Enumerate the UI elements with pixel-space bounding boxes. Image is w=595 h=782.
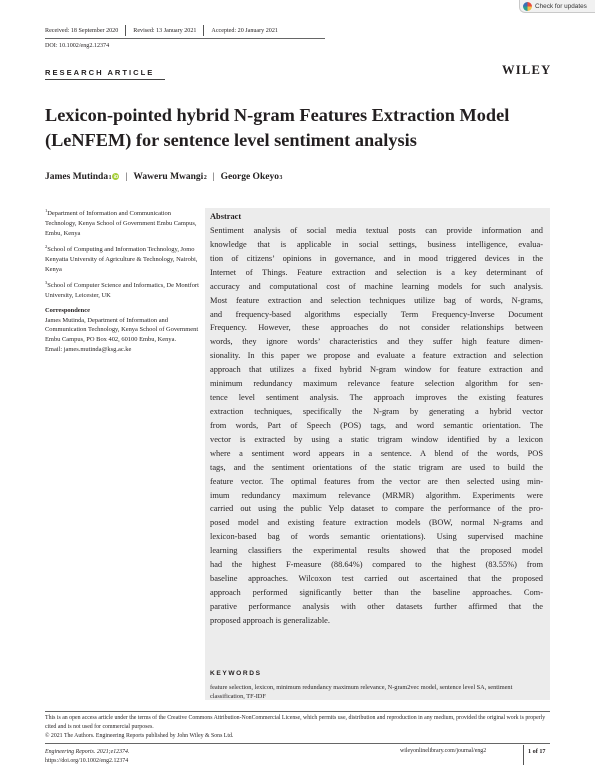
abstract-line: tags, and the sentiment orientations of the static trigram are used to build the bbox=[210, 462, 543, 472]
abstract-line: approach performed significantly better than the baseline approaches. Com- bbox=[210, 587, 543, 597]
doi: DOI: 10.1002/eng2.12374 bbox=[45, 43, 110, 49]
abstract-heading: Abstract bbox=[210, 212, 242, 221]
license-text: This is an open access article under the terms of the Creative Commons Attribution-NonCommercial License, which permits use, distribution and reproduction in any medium, provided the original work is properly cited and is not used for commercial purposes. bbox=[45, 715, 546, 731]
section-rule bbox=[45, 79, 165, 80]
received-date: Received: 18 September 2020 bbox=[45, 27, 119, 34]
crossmark-icon bbox=[523, 2, 532, 11]
revised-date: Revised: 13 January 2021 bbox=[133, 27, 197, 34]
abstract-line: sionality. In this paper we propose and evaluate a feature extraction and selection bbox=[210, 351, 543, 361]
page-number: 1 of 17 bbox=[528, 748, 546, 755]
abstract-line: where a sentiment word appears in a sentence. A blend of the words, POS bbox=[210, 448, 543, 458]
author-sup: 3 bbox=[279, 175, 283, 181]
abstract-line: Most feature extraction and selection techniques utilize bag of words, N-grams, bbox=[210, 295, 543, 305]
accepted-date: Accepted: 20 January 2021 bbox=[211, 27, 278, 34]
divider bbox=[203, 25, 204, 36]
affiliation bbox=[45, 278, 200, 301]
abstract-line: Internet of Things. Feature extraction and selection is a key determinant of bbox=[210, 267, 543, 277]
copyright-text: © 2021 The Authors. Engineering Reports published by John Wiley & Sons Ltd. bbox=[45, 733, 234, 740]
correspondence-heading: Correspondence bbox=[45, 306, 90, 314]
header-rule bbox=[45, 38, 325, 39]
abstract-line: accuracy and computational cost of machine learning models for such analysis. bbox=[210, 281, 543, 291]
author-sup: 2 bbox=[203, 175, 207, 181]
abstract-line: and frequency-based algorithms especially Term Frequency-Inverse Document bbox=[210, 309, 543, 319]
author-separator: | bbox=[125, 172, 128, 182]
section-label: RESEARCH ARTICLE bbox=[45, 68, 155, 77]
affiliations bbox=[45, 206, 200, 355]
author-name: James Mutinda bbox=[45, 172, 109, 182]
abstract-line: had the highest F-measure (88.64%) compared to the highest (83.55%) from bbox=[210, 560, 543, 570]
journal-citation bbox=[45, 748, 129, 766]
abstract-line: posed model and existing feature extraction models (BOW, normal N-grams and bbox=[210, 518, 543, 528]
abstract-body bbox=[210, 224, 543, 628]
abstract-line: baseline approaches. Wilcoxon test carried out ascertained that the proposed bbox=[210, 574, 543, 584]
abstract-line: proposed approach is generalizable. bbox=[210, 615, 330, 625]
abstract-line: words, they ignore words’ characteristics and they suffer high feature dimen- bbox=[210, 337, 543, 347]
article-dates bbox=[45, 25, 278, 36]
affiliation-text: School of Computer Science and Informatics, De Montfort University, Leicester, UK bbox=[45, 281, 199, 299]
abstract-line: from words, Part of Speech (POS) tags, and word semantic orientation. The bbox=[210, 420, 543, 430]
abstract-line: learning classifiers the experimental results showed that the proposed model bbox=[210, 546, 543, 556]
orcid-icon[interactable]: iD bbox=[113, 174, 119, 179]
author-list bbox=[45, 172, 282, 182]
paper-title: Lexicon-pointed hybrid N-gram Features Extraction Model (LeNFEM) for sentence level sentiment analysis bbox=[45, 105, 510, 150]
abstract-line: tion of citizens’ opinions in governance, and in mood triggered devices in the bbox=[210, 253, 543, 263]
journal-url[interactable]: wileyonlinelibrary.com/journal/eng2 bbox=[400, 748, 487, 754]
journal-line: Engineering Reports. 2021;e12374. bbox=[45, 749, 130, 755]
abstract-line: extraction techniques, specifically the N-gram by generating a hybrid vector bbox=[210, 406, 543, 416]
divider bbox=[125, 25, 126, 36]
affiliation bbox=[45, 206, 200, 239]
author-name: Waweru Mwangi bbox=[133, 172, 204, 182]
page-separator bbox=[523, 745, 524, 765]
footer-rule bbox=[45, 711, 550, 712]
abstract-line: knowledge that is applicable in social settings, business intelligence, evalua- bbox=[210, 239, 543, 249]
license-notice bbox=[45, 714, 550, 741]
keywords-text: feature selection, lexicon, minimum redundancy maximum relevance, N-gram2vec model, sentence level SA, sentiment classification, TF-IDF bbox=[210, 684, 513, 701]
footer-rule bbox=[45, 743, 550, 744]
abstract-line: minimum redundancy maximum relevance feature selection algorithm for sen- bbox=[210, 379, 543, 389]
keywords-heading: KEYWORDS bbox=[210, 670, 262, 677]
correspondence-email[interactable]: Email: james.mutinda@ksg.ac.ke bbox=[45, 346, 132, 354]
abstract-line: imum redundancy maximum relevance (MRMR) algorithm. Experiments were bbox=[210, 490, 543, 500]
check-for-updates-label: Check for updates bbox=[535, 2, 587, 10]
affiliation-text: School of Computing and Information Technology, Jomo Kenyatta University of Agriculture & Technology, Nairobi, Kenya bbox=[45, 246, 198, 273]
abstract-line: tence level sentiment analysis. The approach improves the existing features bbox=[210, 393, 543, 403]
author-name: George Okeyo bbox=[220, 172, 279, 182]
affiliation-sup: 2 bbox=[45, 243, 48, 249]
abstract-line: carried out using the public Yelp dataset to compare the performance of the pro- bbox=[210, 504, 543, 514]
doi-link[interactable]: https://doi.org/10.1002/eng2.12374 bbox=[45, 758, 129, 764]
abstract-line: vector is extracted by using a static trigram window identified by a lexicon bbox=[210, 434, 543, 444]
abstract-line: approach that utilizes a fixed hybrid N-gram window for feature extraction and bbox=[210, 365, 543, 375]
abstract-line: feature vector. The optimal features from the vector are then selected using min- bbox=[210, 476, 543, 486]
correspondence-text: James Mutinda, Department of Information and Communication Technology, Kenya School of Government Embu Campus, PO Box 402, 60100 Embu, Kenya. bbox=[45, 316, 199, 344]
affiliation-text: Department of Information and Communication Technology, Kenya School of Government Embu Campus, Embu, Kenya bbox=[45, 210, 197, 237]
check-for-updates-badge[interactable] bbox=[519, 0, 595, 13]
abstract-line: Sentiment analysis of social media textual posts can provide information and bbox=[210, 226, 543, 235]
affiliation bbox=[45, 242, 200, 275]
author-separator: | bbox=[212, 172, 215, 182]
abstract-line: Frequency. However, these approaches do not consider relationships between bbox=[210, 323, 543, 333]
publisher-logo: WILEY bbox=[502, 63, 552, 77]
abstract-line: parative performance analysis with other datasets further affirmed that the bbox=[210, 601, 543, 611]
affiliation-sup: 3 bbox=[45, 279, 48, 285]
affiliation-sup: 1 bbox=[45, 208, 48, 213]
abstract-line: lexicon-based bag of words semantic orientations). Using supervised machine bbox=[210, 532, 543, 542]
author-sup: 1 bbox=[108, 175, 112, 181]
